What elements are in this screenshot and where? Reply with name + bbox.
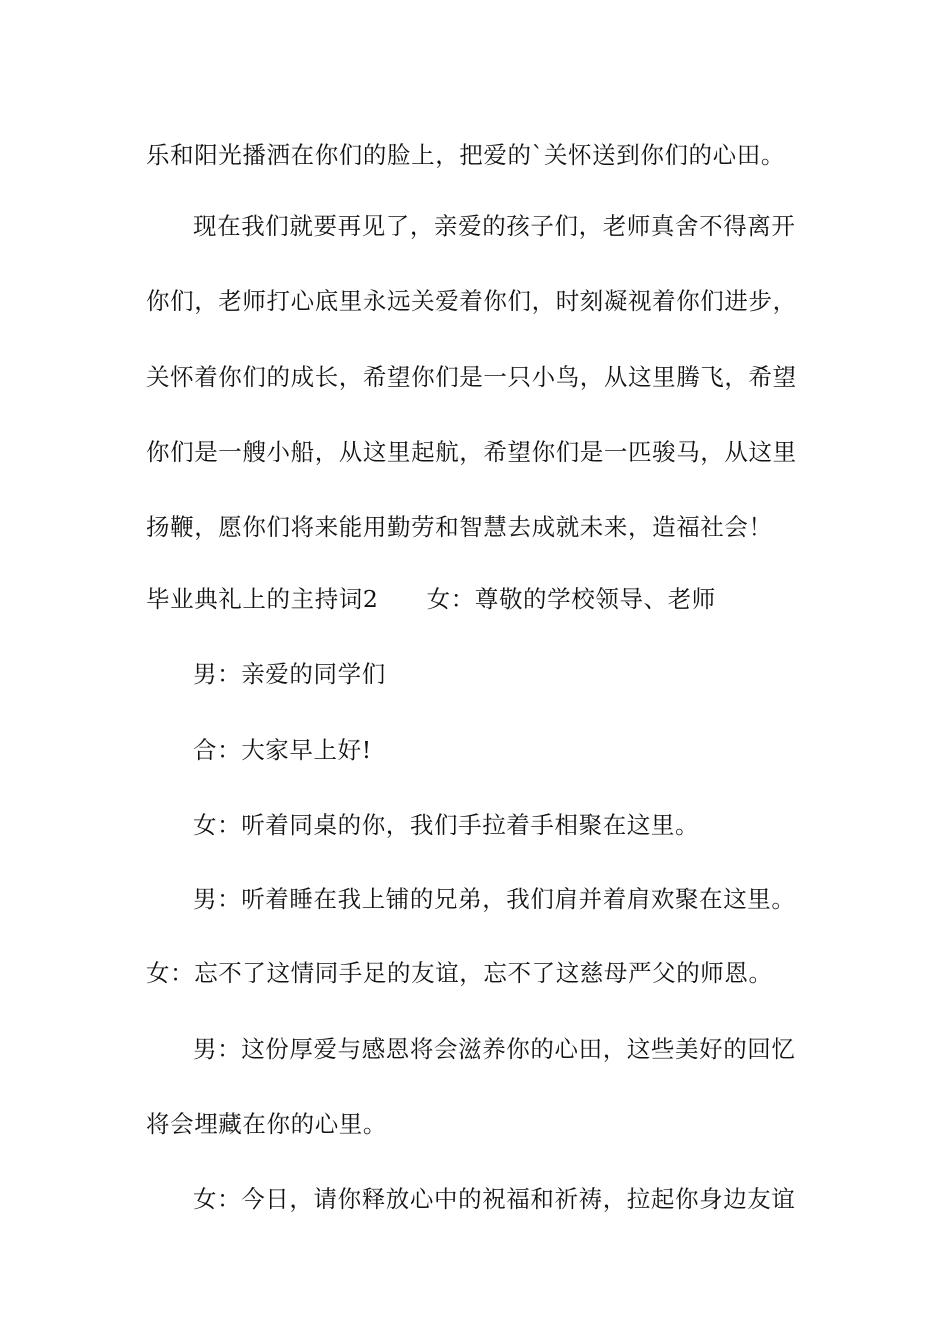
text-line: 你们是一艘小船，从这里起航，希望你们是一匹骏马，从这里 xyxy=(146,438,797,466)
text-line: 女：忘不了这情同手足的友谊，忘不了这慈母严父的师恩。 xyxy=(146,959,773,987)
text-line: 你们，老师打心底里永远关爱着你们，时刻凝视着你们进步， xyxy=(146,287,797,315)
text-line: 扬鞭，愿你们将来能用勤劳和智慧去成就未来，造福社会！ xyxy=(146,513,773,541)
text-line: 关怀着你们的成长，希望你们是一只小鸟，从这里腾飞，希望 xyxy=(146,363,797,391)
text-line: 男：这份厚爱与感恩将会滋养你的心田，这些美好的回忆 xyxy=(193,1035,796,1063)
text-line: 女：今日，请你释放心中的祝福和祈祷，拉起你身边友谊 xyxy=(193,1185,796,1213)
section-heading-line: 毕业典礼上的主持词2 女：尊敬的学校领导、老师 xyxy=(146,585,716,613)
text-line: 男：听着睡在我上铺的兄弟，我们肩并着肩欢聚在这里。 xyxy=(193,885,796,913)
text-line: 将会埋藏在你的心里。 xyxy=(146,1110,387,1138)
text-line: 合：大家早上好! xyxy=(193,736,372,764)
text-line: 现在我们就要再见了，亲爱的孩子们，老师真舍不得离开 xyxy=(193,212,796,240)
text-line: 乐和阳光播洒在你们的脸上，把爱的`关怀送到你们的心田。 xyxy=(146,141,785,169)
text-line: 男：亲爱的同学们 xyxy=(193,660,386,688)
text-line: 女：听着同桌的你，我们手拉着手相聚在这里。 xyxy=(193,811,700,839)
